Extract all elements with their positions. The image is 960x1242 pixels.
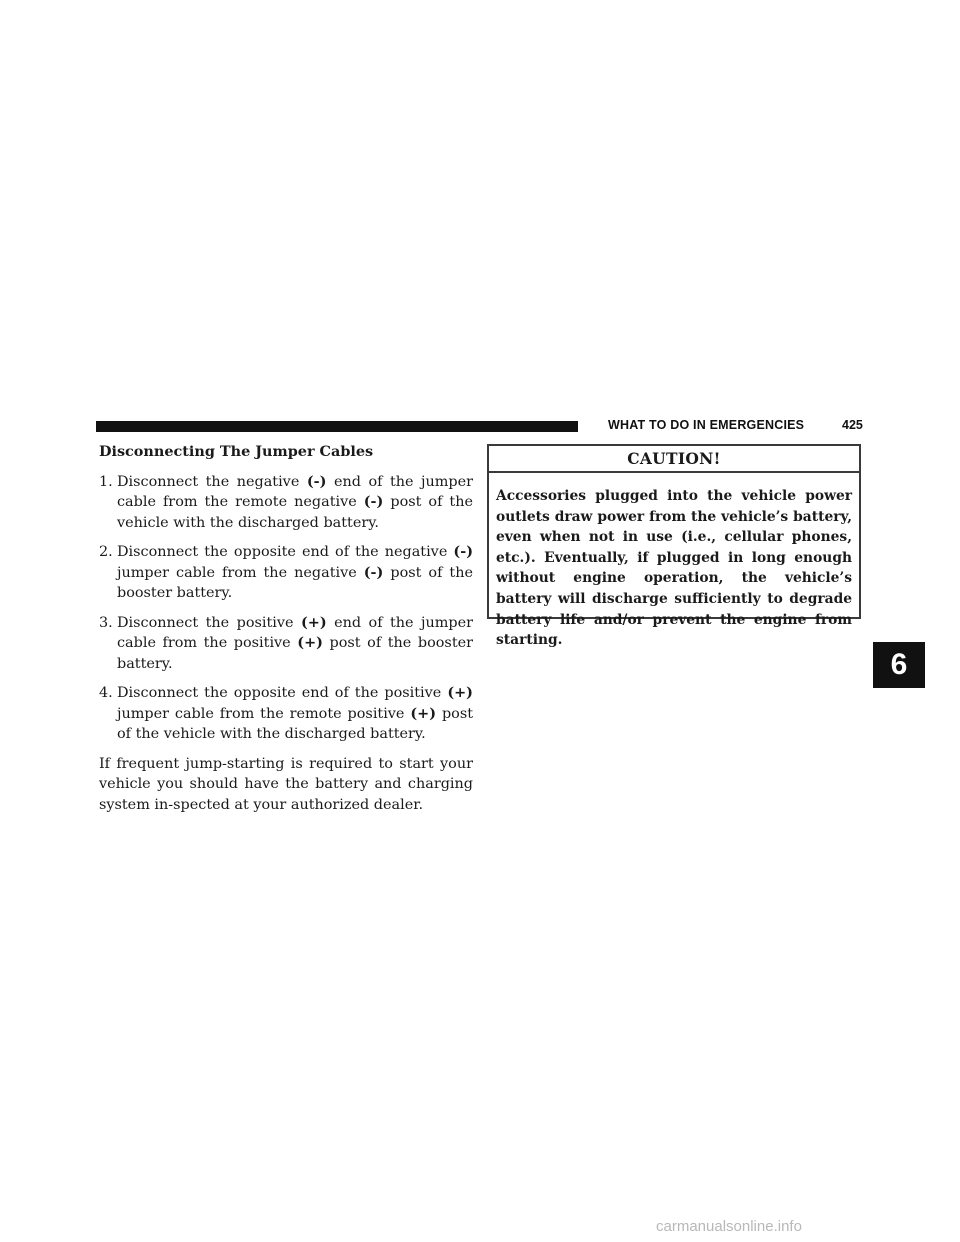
step-2 xyxy=(99,542,473,604)
section-heading: Disconnecting The Jumper Cables xyxy=(99,443,374,460)
running-header-title: WHAT TO DO IN EMERGENCIES xyxy=(608,418,805,432)
step-text: Disconnect the opposite end of the positive xyxy=(117,685,448,701)
caution-box xyxy=(487,444,861,649)
step-text: Disconnect the positive xyxy=(117,614,301,631)
step-text: post of the booster battery. xyxy=(117,564,474,601)
step-text: post of the booster battery. xyxy=(117,635,473,672)
page-number: 425 xyxy=(842,418,863,432)
terminal-symbol: (-) xyxy=(363,563,384,581)
terminal-symbol: (-) xyxy=(306,472,327,490)
step-text: post of the vehicle with the discharged battery. xyxy=(117,494,473,531)
step-text: Disconnect the negative xyxy=(117,473,307,490)
step-number: 1. xyxy=(99,473,113,490)
step-number: 2. xyxy=(99,544,113,560)
chapter-tab: 6 xyxy=(873,642,925,688)
terminal-symbol: (+) xyxy=(447,684,473,701)
step-text: Disconnect the opposite end of the negative xyxy=(117,544,454,560)
step-text: jumper cable from the remote positive xyxy=(117,705,411,722)
watermark: carmanualsonline.info xyxy=(656,1218,802,1235)
step-text: end of the jumper cable from the remote negative xyxy=(117,473,473,510)
caution-title: CAUTION! xyxy=(489,446,859,473)
step-text: jumper cable from the negative xyxy=(117,564,364,581)
header-rule xyxy=(96,421,578,432)
step-text: post of the vehicle with the discharged battery. xyxy=(117,705,473,742)
terminal-symbol: (-) xyxy=(363,493,384,510)
step-text: end of the jumper cable from the positive xyxy=(117,614,473,651)
terminal-symbol: (+) xyxy=(300,613,327,631)
terminal-symbol: (-) xyxy=(453,543,473,560)
step-1 xyxy=(99,472,473,534)
terminal-symbol: (+) xyxy=(297,634,323,651)
caution-text: Accessories plugged into the vehicle power outlets draw power from the vehicle’s battery, even when not in use (i.e., cellular phones, etc.). Eventually, if plugged in long enough without engine operation, the vehicle’s battery will discharge sufficiently to degrade battery life and/or prevent the engine from starting. xyxy=(496,488,852,649)
left-column xyxy=(99,442,473,815)
step-4 xyxy=(99,683,473,745)
closing-paragraph: If frequent jump-starting is required to start your vehicle you should have the battery and charging system in-spected at your authorized dealer. xyxy=(99,755,473,813)
step-number: 3. xyxy=(99,614,113,631)
terminal-symbol: (+) xyxy=(410,704,437,722)
step-3 xyxy=(99,613,473,675)
step-number: 4. xyxy=(99,685,113,701)
